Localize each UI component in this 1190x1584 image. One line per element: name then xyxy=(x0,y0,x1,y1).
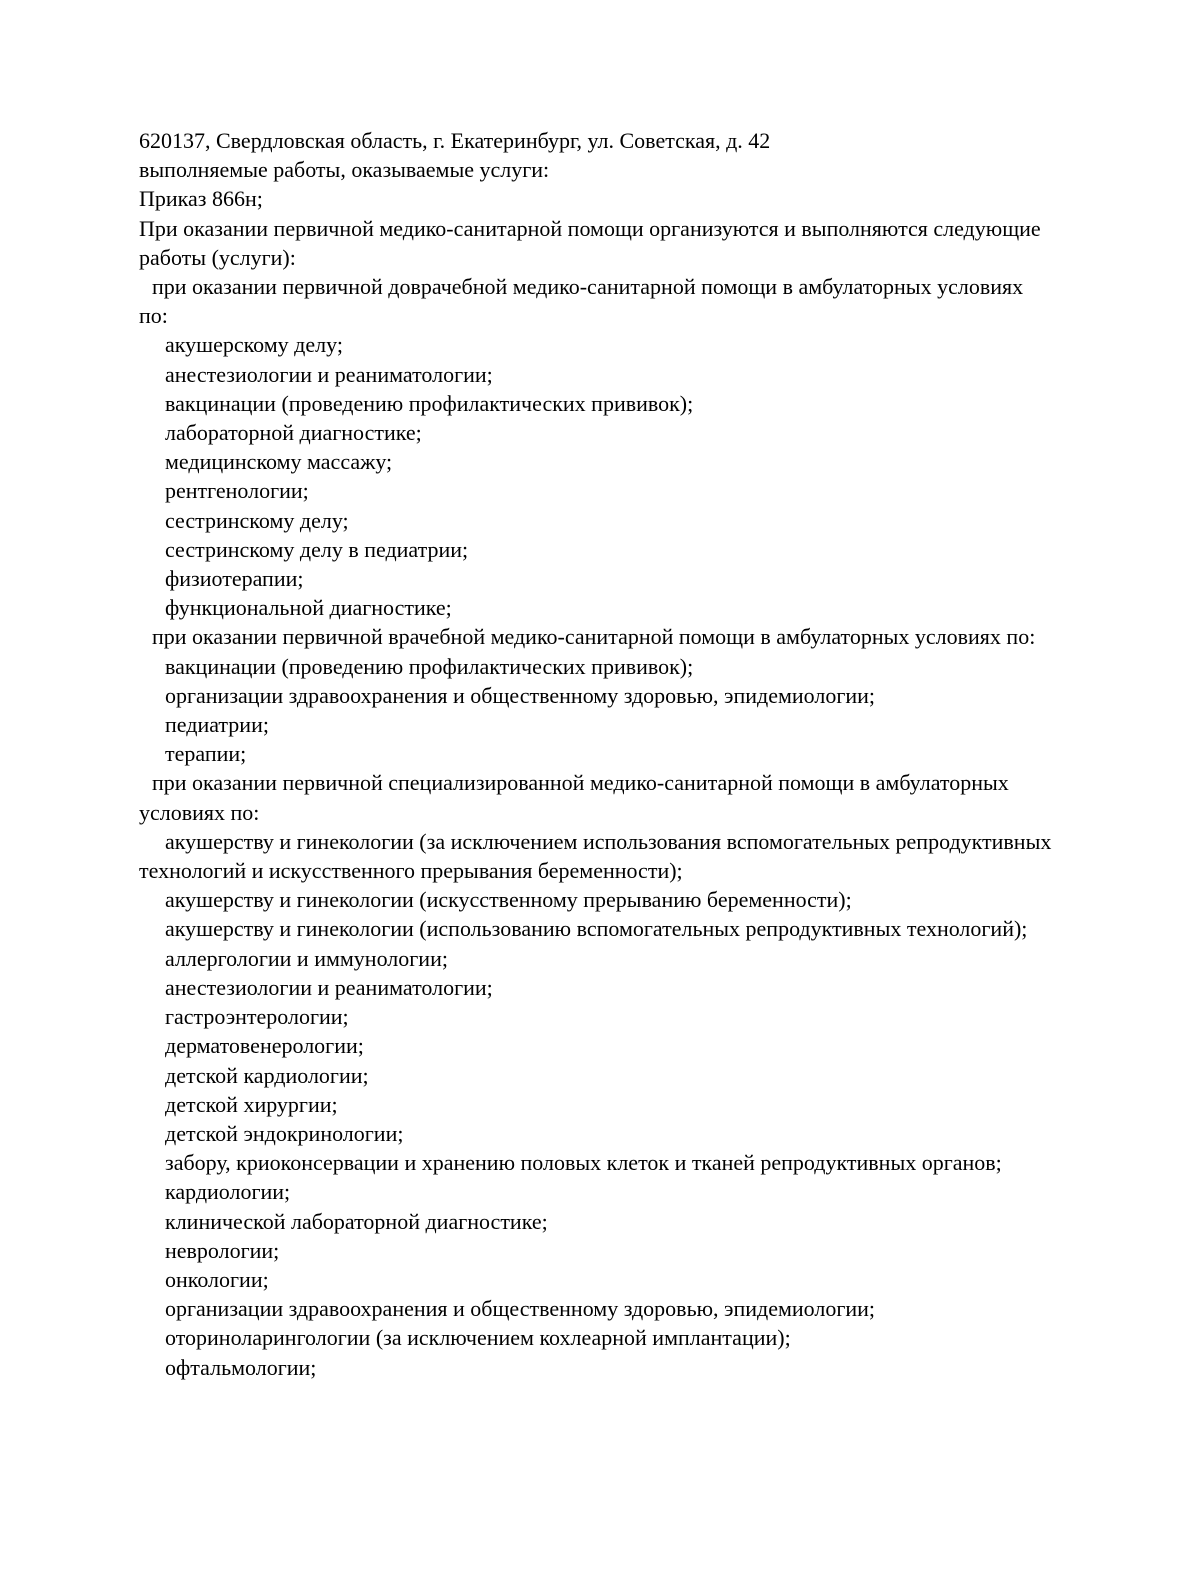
text-line: рентгенологии; xyxy=(165,478,309,504)
text-line: педиатрии; xyxy=(165,712,269,738)
text-line: при оказании первичной врачебной медико-санитарной помощи в амбулаторных условиях по: xyxy=(152,624,1036,650)
text-line: акушерству и гинекологии (искусственному прерыванию беременности); xyxy=(165,887,852,913)
text-line: вакцинации (проведению профилактических прививок); xyxy=(165,390,694,416)
text-line: дерматовенерологии; xyxy=(165,1033,364,1059)
text-line: терапии; xyxy=(165,741,247,767)
text-line: гастроэнтерологии; xyxy=(165,1004,349,1030)
text-line: При оказании первичной медико-санитарной помощи организуются и выполняются следующие xyxy=(139,215,1041,241)
text-line: акушерству и гинекологии (использованию вспомогательных репродуктивных технологий); xyxy=(165,916,1028,942)
text-line: кардиологии; xyxy=(165,1179,291,1205)
text-line: сестринскому делу в педиатрии; xyxy=(165,536,469,562)
text-line: аллергологии и иммунологии; xyxy=(165,945,448,971)
text-line: физиотерапии; xyxy=(165,566,304,592)
text-line: при оказании первичной специализированной медико-санитарной помощи в амбулаторных xyxy=(152,770,1009,796)
text-line: работы (услуги): xyxy=(139,244,296,270)
text-line: вакцинации (проведению профилактических прививок); xyxy=(165,653,694,679)
text-line: анестезиологии и реаниматологии; xyxy=(165,361,493,387)
text-line: онкологии; xyxy=(165,1266,269,1292)
text-line: медицинскому массажу; xyxy=(165,449,393,475)
text-line: офтальмологии; xyxy=(165,1354,317,1380)
text-line: при оказании первичной доврачебной медико-санитарной помощи в амбулаторных условиях xyxy=(152,274,1024,300)
text-line: неврологии; xyxy=(165,1237,280,1263)
text-line: детской эндокринологии; xyxy=(165,1120,404,1146)
text-line: акушерскому делу; xyxy=(165,332,343,358)
text-line: 620137, Свердловская область, г. Екатеринбург, ул. Советская, д. 42 xyxy=(139,128,771,153)
license-services-text xyxy=(139,126,1140,1382)
text-line: лабораторной диагностике; xyxy=(165,420,422,446)
text-line: акушерству и гинекологии (за исключением использования вспомогательных репродуктивных xyxy=(165,828,1052,854)
text-line: выполняемые работы, оказываемые услуги: xyxy=(139,157,550,183)
text-line: оториноларингологии (за исключением кохлеарной имплантации); xyxy=(165,1325,791,1351)
text-line: клинической лабораторной диагностике; xyxy=(165,1208,548,1234)
text-line: условиях по: xyxy=(139,799,260,825)
text-line: организации здравоохранения и общественному здоровью, эпидемиологии; xyxy=(165,682,876,708)
text-line: Приказ 866н; xyxy=(139,186,263,212)
text-line: по: xyxy=(139,303,168,329)
text-line: сестринскому делу; xyxy=(165,507,349,533)
text-line: детской кардиологии; xyxy=(165,1062,369,1088)
text-line: детской хирургии; xyxy=(165,1091,338,1117)
text-line: организации здравоохранения и общественному здоровью, эпидемиологии; xyxy=(165,1296,876,1322)
text-line: анестезиологии и реаниматологии; xyxy=(165,974,493,1000)
text-line: забору, криоконсервации и хранению половых клеток и тканей репродуктивных органов; xyxy=(165,1150,1002,1176)
text-line: технологий и искусственного прерывания беременности); xyxy=(139,858,683,884)
text-line: функциональной диагностике; xyxy=(165,595,452,621)
